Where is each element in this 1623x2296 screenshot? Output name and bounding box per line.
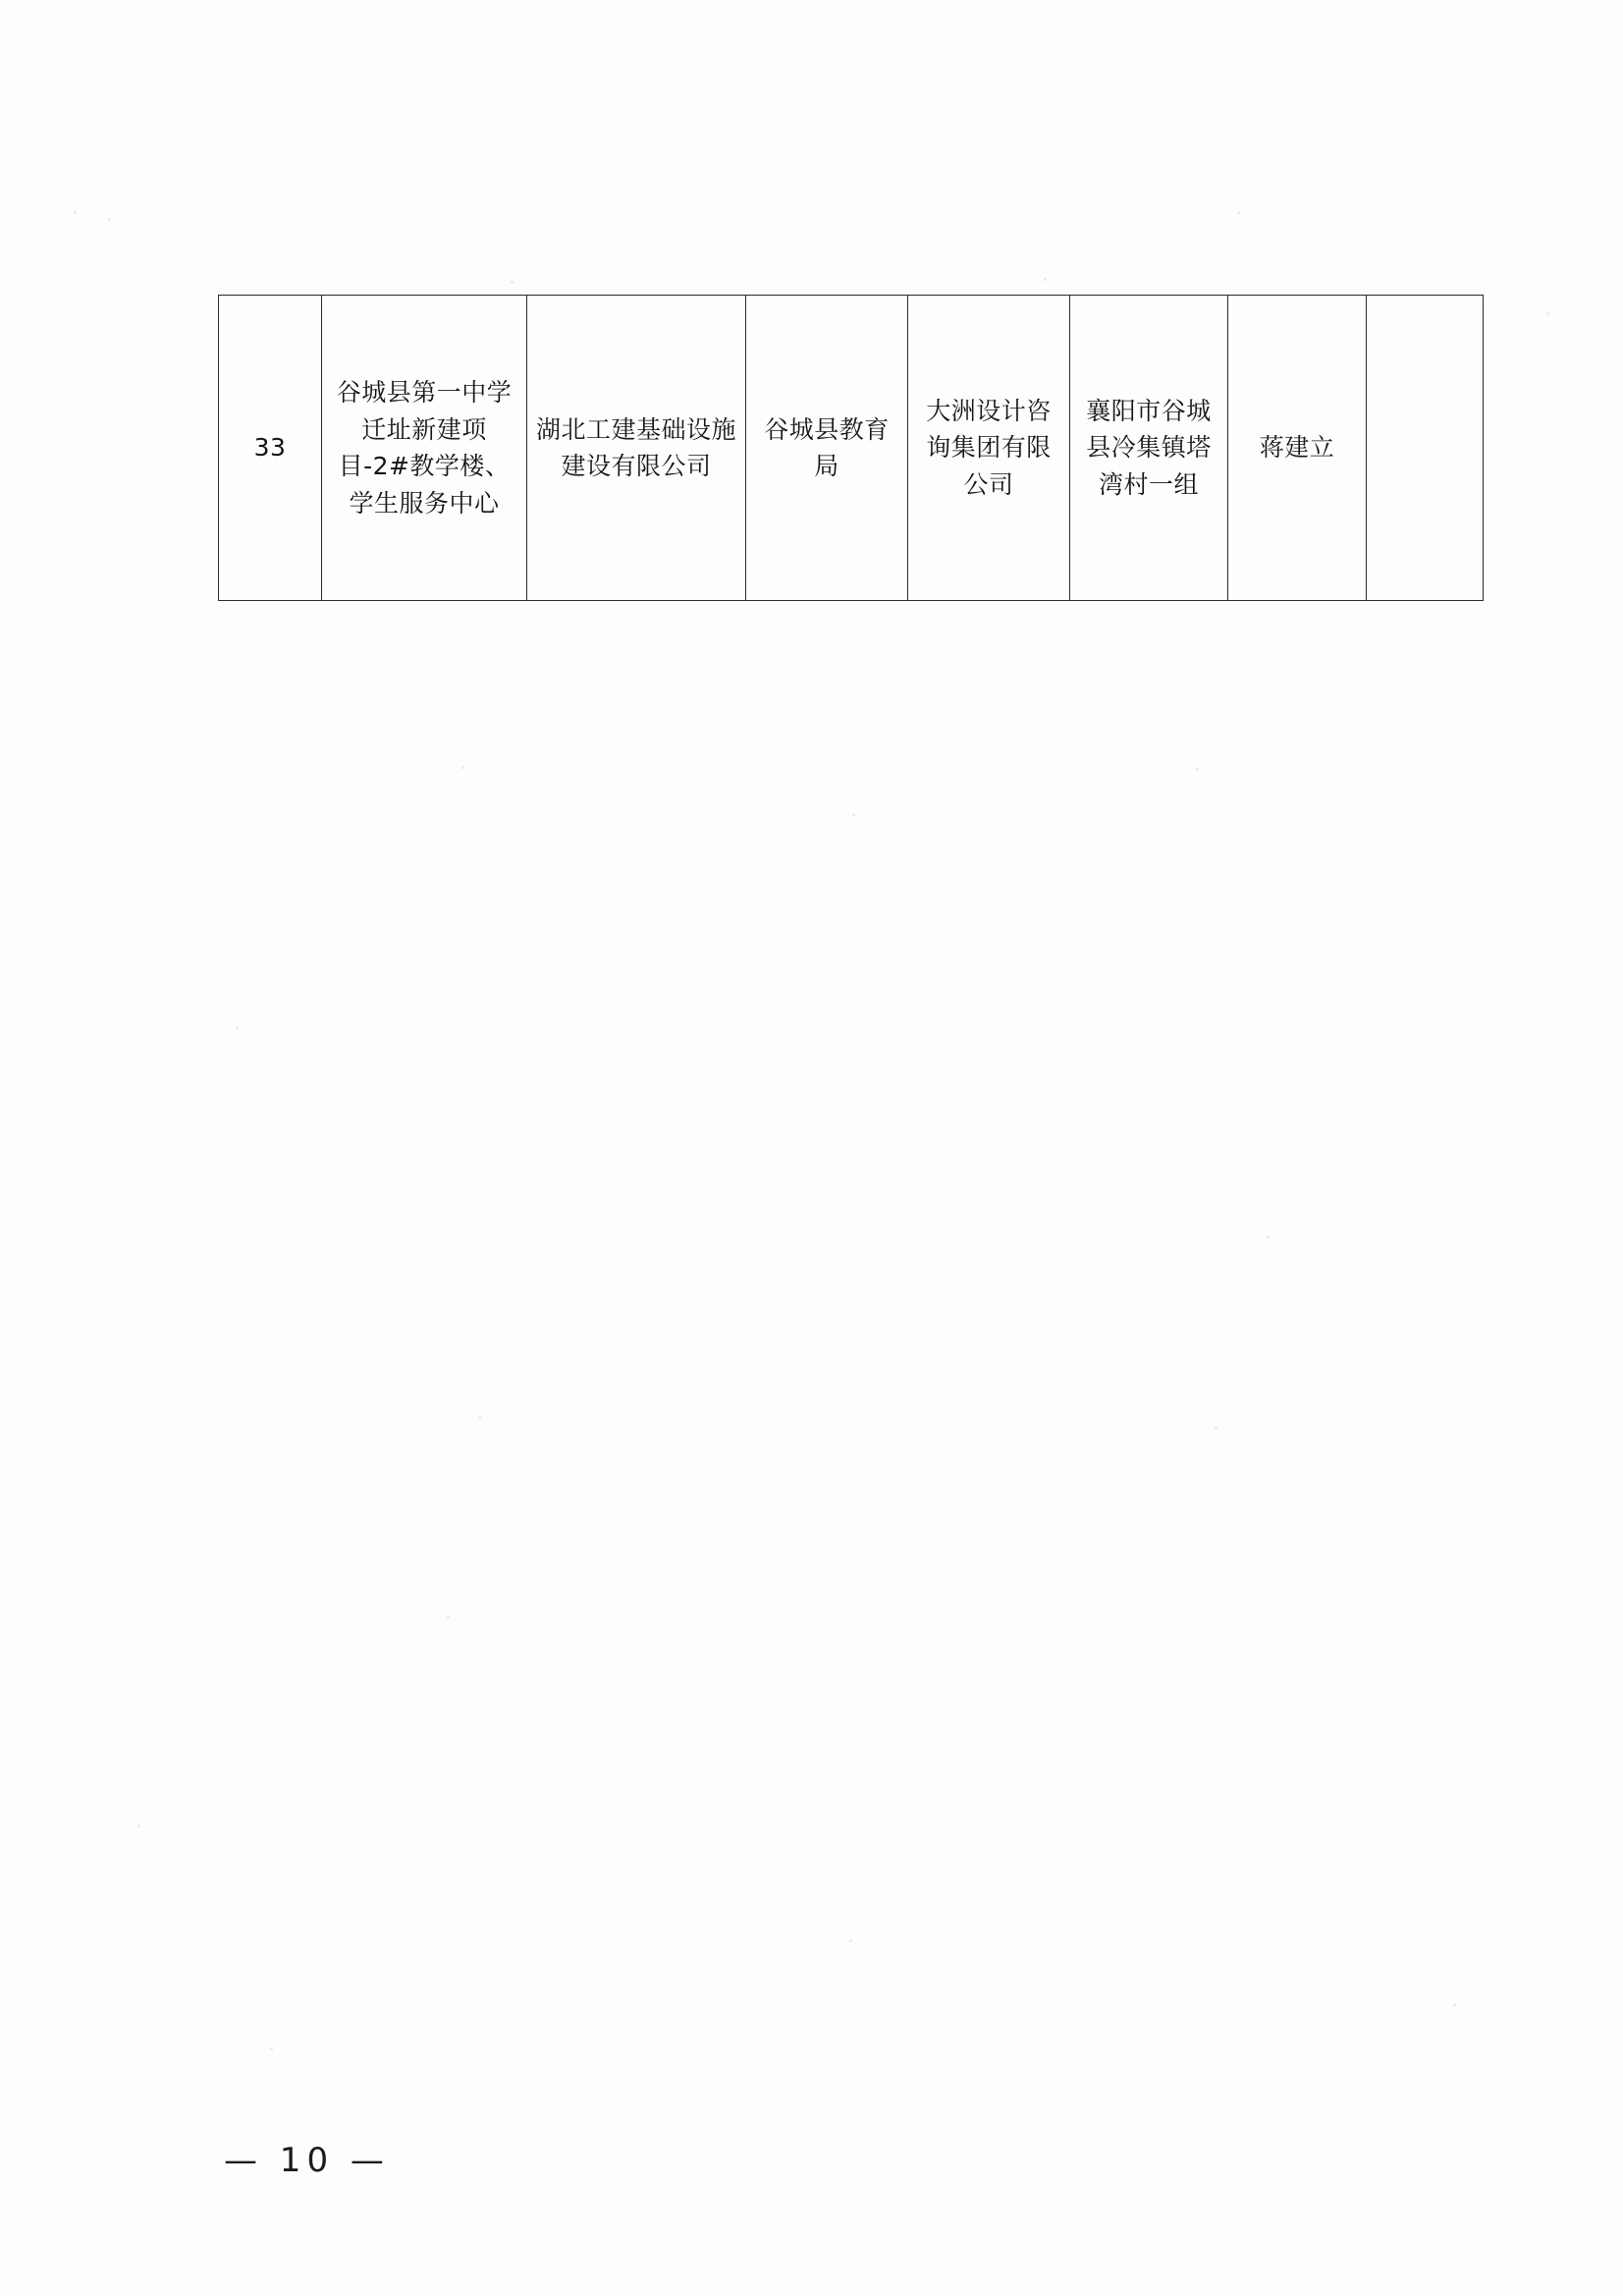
cell-address: 襄阳市谷城县冷集镇塔湾村一组 — [1070, 296, 1228, 601]
scan-speck — [108, 218, 111, 221]
scan-speck — [1196, 768, 1199, 771]
scan-speck — [447, 1615, 450, 1618]
scan-speck — [478, 1416, 481, 1419]
scan-speck — [1215, 1426, 1217, 1429]
scan-speck — [852, 813, 855, 816]
scan-speck — [1267, 1235, 1270, 1238]
scan-speck — [137, 1825, 140, 1828]
cell-project-name: 谷城县第一中学迁址新建项目-2#教学楼、学生服务中心 — [322, 296, 527, 601]
scan-speck — [511, 281, 514, 284]
table-row — [219, 296, 1484, 601]
scan-speck — [1453, 2003, 1456, 2006]
scan-speck — [1237, 211, 1240, 214]
cell-serial-number: 33 — [219, 296, 322, 601]
project-table — [218, 295, 1484, 601]
cell-construction-unit: 湖北工建基础设施建设有限公司 — [527, 296, 746, 601]
cell-design-unit: 大洲设计咨询集团有限公司 — [908, 296, 1070, 601]
cell-responsible-person: 蒋建立 — [1228, 296, 1367, 601]
scan-speck — [1044, 278, 1047, 281]
scan-speck — [236, 1026, 239, 1029]
project-table-container — [218, 295, 1380, 601]
scan-speck — [74, 211, 77, 214]
scan-speck — [1546, 312, 1549, 315]
scan-speck — [461, 766, 464, 769]
cell-remarks — [1367, 296, 1484, 601]
page-number: — 10 — — [224, 2141, 390, 2180]
cell-owner-unit: 谷城县教育局 — [746, 296, 908, 601]
scan-speck — [270, 2048, 273, 2050]
scan-speck — [849, 1940, 852, 1942]
